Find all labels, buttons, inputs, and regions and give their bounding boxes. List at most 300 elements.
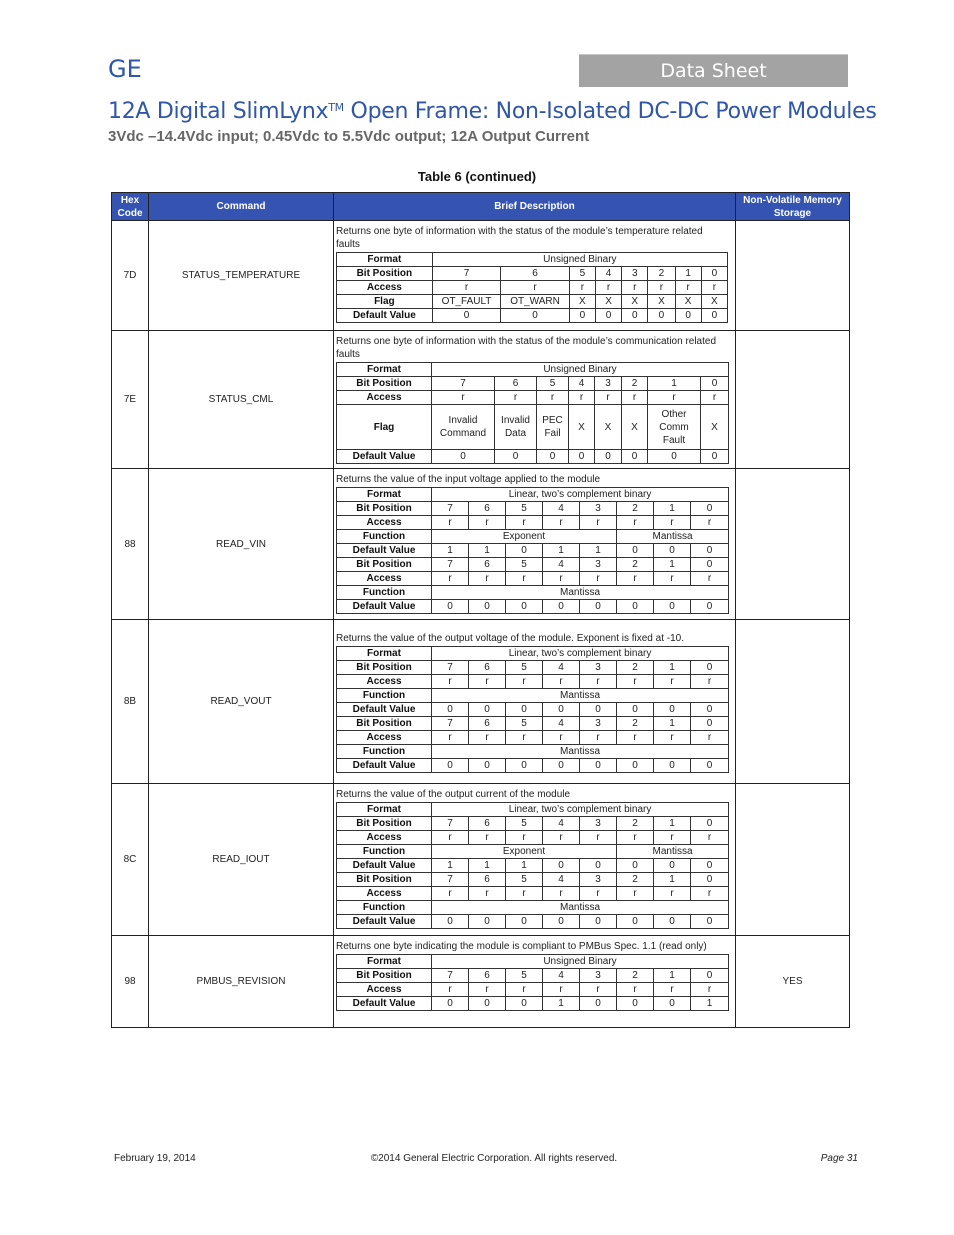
access-cell: r — [506, 516, 543, 530]
hex-code: 7E — [112, 331, 149, 469]
default-cell: 1 — [432, 544, 469, 558]
flag-cell: X — [569, 295, 595, 309]
bit-cell: 7 — [432, 873, 469, 887]
brief-description — [334, 469, 736, 620]
access-cell: r — [617, 983, 654, 997]
default-cell: 0 — [654, 997, 691, 1011]
access-cell: r — [469, 831, 506, 845]
format-value: Linear, two’s complement binary — [432, 488, 729, 502]
brief-description — [334, 331, 736, 469]
hex-code: 8B — [112, 620, 149, 784]
command-name: STATUS_TEMPERATURE — [149, 221, 334, 331]
access-label: Access — [337, 731, 432, 745]
format-value: Unsigned Binary — [432, 363, 729, 377]
access-cell: r — [432, 675, 469, 689]
footer-copyright: ©2014 General Electric Corporation. All rights reserved. — [370, 1153, 618, 1164]
default-cell: 1 — [469, 859, 506, 873]
function-mantissa: Mantissa — [432, 689, 729, 703]
access-cell: r — [580, 983, 617, 997]
access-cell: r — [501, 281, 570, 295]
bit-cell: 0 — [691, 969, 729, 983]
bit-cell: 5 — [506, 661, 543, 675]
default-cell: 0 — [648, 450, 701, 464]
bit-cell: 1 — [654, 873, 691, 887]
bit-cell: 2 — [617, 661, 654, 675]
bit-cell: 7 — [432, 969, 469, 983]
bit-position-label: Bit Position — [337, 817, 432, 831]
access-cell: r — [691, 572, 729, 586]
bit-cell: 5 — [506, 817, 543, 831]
default-cell: 0 — [691, 915, 729, 929]
default-cell: 0 — [654, 859, 691, 873]
col-brief-description: Brief Description — [334, 193, 736, 221]
flag-cell: X — [701, 405, 729, 450]
default-cell: 0 — [543, 859, 580, 873]
access-cell: r — [469, 983, 506, 997]
access-cell: r — [506, 731, 543, 745]
non-volatile-value — [736, 784, 850, 936]
register-table — [336, 954, 729, 1011]
default-cell: 0 — [691, 544, 729, 558]
register-table — [336, 487, 729, 614]
non-volatile-value — [736, 331, 850, 469]
default-cell: 0 — [617, 703, 654, 717]
register-table — [336, 646, 729, 773]
flag-cell: Invalid Data — [495, 405, 537, 450]
table-row — [112, 469, 850, 620]
footer-page-number: Page 31 — [820, 1153, 858, 1164]
default-cell: 0 — [617, 600, 654, 614]
bit-cell: 2 — [617, 873, 654, 887]
bit-cell: 5 — [537, 377, 569, 391]
access-cell: r — [617, 831, 654, 845]
bit-cell: 7 — [432, 661, 469, 675]
default-cell: 0 — [569, 309, 595, 323]
access-cell: r — [654, 831, 691, 845]
bit-cell: 4 — [543, 661, 580, 675]
default-cell: 1 — [691, 997, 729, 1011]
bit-cell: 2 — [617, 502, 654, 516]
default-cell: 0 — [691, 859, 729, 873]
access-cell: r — [595, 391, 622, 405]
default-cell: 0 — [469, 703, 506, 717]
default-cell: 0 — [569, 450, 595, 464]
bit-cell: 6 — [469, 502, 506, 516]
register-table — [336, 362, 729, 464]
format-value: Linear, two’s complement binary — [432, 647, 729, 661]
table-row — [112, 936, 850, 1028]
format-value: Unsigned Binary — [432, 955, 729, 969]
command-name: PMBUS_REVISION — [149, 936, 334, 1028]
flag-cell: Other Comm Fault — [648, 405, 701, 450]
access-cell: r — [543, 983, 580, 997]
default-cell: 0 — [595, 309, 621, 323]
access-cell: r — [432, 572, 469, 586]
format-label: Format — [337, 803, 432, 817]
flag-label: Flag — [337, 405, 432, 450]
flag-cell: X — [569, 405, 595, 450]
bit-cell: 4 — [595, 267, 621, 281]
register-table — [336, 252, 728, 323]
access-label: Access — [337, 675, 432, 689]
access-cell: r — [580, 731, 617, 745]
flag-cell: X — [595, 405, 622, 450]
default-cell: 0 — [701, 309, 727, 323]
bit-cell: 3 — [595, 377, 622, 391]
access-cell: r — [691, 831, 729, 845]
access-cell: r — [691, 983, 729, 997]
access-cell: r — [654, 731, 691, 745]
flag-cell: X — [648, 295, 675, 309]
bit-cell: 2 — [648, 267, 675, 281]
bit-cell: 2 — [617, 817, 654, 831]
datasheet-label: Data Sheet — [660, 60, 767, 82]
table-row — [112, 620, 850, 784]
flag-cell: X — [675, 295, 701, 309]
description-text: Returns the value of the output voltage of the module. Exponent is fixed at -10. — [336, 633, 684, 644]
bit-cell: 1 — [654, 717, 691, 731]
default-cell: 1 — [543, 997, 580, 1011]
access-label: Access — [337, 831, 432, 845]
function-label: Function — [337, 586, 432, 600]
default-cell: 1 — [469, 544, 506, 558]
bit-cell: 5 — [506, 502, 543, 516]
bit-cell: 7 — [432, 817, 469, 831]
col-non-volatile: Non-Volatile Memory Storage — [736, 193, 850, 221]
default-cell: 0 — [495, 450, 537, 464]
function-mantissa: Mantissa — [432, 586, 729, 600]
bit-cell: 6 — [469, 873, 506, 887]
bit-cell: 2 — [617, 969, 654, 983]
flag-label: Flag — [337, 295, 433, 309]
access-cell: r — [648, 281, 675, 295]
access-cell: r — [701, 281, 727, 295]
non-volatile-value — [736, 620, 850, 784]
description-text: Returns one byte indicating the module is compliant to PMBus Spec. 1.1 (read only) — [336, 941, 707, 952]
access-cell: r — [691, 887, 729, 901]
default-cell: 0 — [580, 759, 617, 773]
bit-cell: 0 — [691, 873, 729, 887]
access-cell: r — [506, 887, 543, 901]
function-label: Function — [337, 845, 432, 859]
access-cell: r — [543, 887, 580, 901]
bit-cell: 1 — [654, 969, 691, 983]
bit-cell: 4 — [543, 717, 580, 731]
access-label: Access — [337, 391, 432, 405]
default-cell: 0 — [691, 600, 729, 614]
bit-cell: 1 — [654, 661, 691, 675]
bit-position-label: Bit Position — [337, 377, 432, 391]
default-cell: 0 — [432, 703, 469, 717]
access-label: Access — [337, 281, 433, 295]
flag-cell: Invalid Command — [432, 405, 495, 450]
default-cell: 0 — [617, 997, 654, 1011]
bit-cell: 3 — [580, 817, 617, 831]
bit-position-label: Bit Position — [337, 873, 432, 887]
access-cell: r — [432, 281, 501, 295]
bit-cell: 7 — [432, 502, 469, 516]
default-cell: 0 — [654, 544, 691, 558]
bit-cell: 6 — [469, 717, 506, 731]
access-cell: r — [432, 731, 469, 745]
bit-cell: 1 — [654, 558, 691, 572]
access-cell: r — [580, 572, 617, 586]
default-cell: 0 — [469, 600, 506, 614]
bit-cell: 1 — [675, 267, 701, 281]
bit-cell: 0 — [691, 717, 729, 731]
access-cell: r — [506, 983, 543, 997]
default-cell: 0 — [654, 703, 691, 717]
default-cell: 0 — [469, 759, 506, 773]
bit-cell: 4 — [543, 969, 580, 983]
default-cell: 0 — [701, 450, 729, 464]
bit-cell: 7 — [432, 558, 469, 572]
default-value-label: Default Value — [337, 859, 432, 873]
title-trademark: TM — [328, 101, 344, 114]
access-cell: r — [506, 831, 543, 845]
page-subtitle: 3Vdc –14.4Vdc input; 0.45Vdc to 5.5Vdc output; 12A Output Current — [108, 128, 590, 145]
default-cell: 0 — [580, 703, 617, 717]
table-row — [112, 784, 850, 936]
function-label: Function — [337, 745, 432, 759]
description-text: Returns one byte of information with the status of the module’s communication related faults — [336, 336, 717, 360]
default-cell: 0 — [506, 997, 543, 1011]
default-cell: 1 — [580, 544, 617, 558]
default-cell: 0 — [537, 450, 569, 464]
bit-cell: 6 — [469, 969, 506, 983]
ge-logo: GE — [108, 55, 142, 83]
access-cell: r — [543, 572, 580, 586]
function-label: Function — [337, 901, 432, 915]
bit-cell: 6 — [469, 558, 506, 572]
access-cell: r — [580, 831, 617, 845]
bit-cell: 4 — [543, 817, 580, 831]
command-name: READ_IOUT — [149, 784, 334, 936]
access-cell: r — [654, 887, 691, 901]
bit-position-label: Bit Position — [337, 717, 432, 731]
default-cell: 0 — [622, 309, 648, 323]
bit-cell: 3 — [580, 969, 617, 983]
flag-cell: X — [622, 405, 648, 450]
bit-cell: 5 — [506, 969, 543, 983]
bit-cell: 3 — [622, 267, 648, 281]
default-cell: 0 — [432, 309, 501, 323]
function-label: Function — [337, 530, 432, 544]
access-cell: r — [654, 983, 691, 997]
bit-cell: 2 — [622, 377, 648, 391]
default-cell: 0 — [595, 450, 622, 464]
bit-cell: 4 — [569, 377, 595, 391]
default-cell: 0 — [654, 915, 691, 929]
function-mantissa: Mantissa — [617, 530, 729, 544]
default-cell: 0 — [432, 997, 469, 1011]
brief-description — [334, 620, 736, 784]
table-row — [112, 331, 850, 469]
bit-cell: 7 — [432, 717, 469, 731]
default-cell: 0 — [506, 544, 543, 558]
brief-description — [334, 784, 736, 936]
format-value: Unsigned Binary — [432, 253, 727, 267]
flag-cell: OT_WARN — [501, 295, 570, 309]
brief-description — [334, 221, 736, 331]
access-label: Access — [337, 516, 432, 530]
col-hex-code: Hex Code — [112, 193, 149, 221]
access-cell: r — [580, 675, 617, 689]
access-cell: r — [469, 516, 506, 530]
access-cell: r — [543, 831, 580, 845]
access-cell: r — [432, 831, 469, 845]
bit-cell: 4 — [543, 558, 580, 572]
access-cell: r — [580, 887, 617, 901]
page-title — [108, 99, 876, 124]
default-value-label: Default Value — [337, 309, 433, 323]
default-cell: 0 — [501, 309, 570, 323]
format-label: Format — [337, 955, 432, 969]
bit-position-label: Bit Position — [337, 502, 432, 516]
access-cell: r — [691, 675, 729, 689]
default-cell: 0 — [432, 600, 469, 614]
access-cell: r — [595, 281, 621, 295]
col-command: Command — [149, 193, 334, 221]
access-cell: r — [569, 391, 595, 405]
access-cell: r — [617, 887, 654, 901]
default-cell: 1 — [506, 859, 543, 873]
flag-cell: OT_FAULT — [432, 295, 501, 309]
bit-cell: 0 — [691, 558, 729, 572]
bit-position-label: Bit Position — [337, 661, 432, 675]
datasheet-banner — [579, 54, 848, 87]
function-exponent: Exponent — [432, 530, 617, 544]
default-cell: 0 — [617, 915, 654, 929]
default-cell: 0 — [617, 544, 654, 558]
format-label: Format — [337, 488, 432, 502]
flag-cell: X — [622, 295, 648, 309]
default-cell: 0 — [654, 759, 691, 773]
access-label: Access — [337, 572, 432, 586]
command-table — [111, 192, 850, 1028]
command-name: READ_VIN — [149, 469, 334, 620]
bit-cell: 3 — [580, 502, 617, 516]
bit-cell: 2 — [617, 558, 654, 572]
bit-cell: 5 — [569, 267, 595, 281]
default-value-label: Default Value — [337, 450, 432, 464]
format-label: Format — [337, 253, 433, 267]
access-cell: r — [469, 731, 506, 745]
default-cell: 1 — [432, 859, 469, 873]
access-cell: r — [675, 281, 701, 295]
access-cell: r — [622, 391, 648, 405]
table-header-row — [112, 193, 850, 221]
access-cell: r — [432, 887, 469, 901]
default-cell: 0 — [691, 759, 729, 773]
format-label: Format — [337, 647, 432, 661]
access-cell: r — [543, 731, 580, 745]
bit-cell: 0 — [701, 377, 729, 391]
bit-cell: 4 — [543, 502, 580, 516]
flag-cell: PEC Fail — [537, 405, 569, 450]
access-cell: r — [537, 391, 569, 405]
function-mantissa: Mantissa — [432, 745, 729, 759]
default-cell: 0 — [543, 600, 580, 614]
access-cell: r — [617, 516, 654, 530]
table-caption: Table 6 (continued) — [417, 169, 537, 184]
access-cell: r — [469, 675, 506, 689]
function-label: Function — [337, 689, 432, 703]
bit-cell: 3 — [580, 558, 617, 572]
bit-cell: 0 — [691, 502, 729, 516]
default-cell: 0 — [691, 703, 729, 717]
non-volatile-value — [736, 469, 850, 620]
default-cell: 0 — [469, 997, 506, 1011]
footer-date: February 19, 2014 — [114, 1153, 196, 1164]
access-cell: r — [580, 516, 617, 530]
default-cell: 0 — [580, 997, 617, 1011]
hex-code: 7D — [112, 221, 149, 331]
access-cell: r — [617, 675, 654, 689]
non-volatile-value — [736, 221, 850, 331]
brief-description — [334, 936, 736, 1028]
default-cell: 0 — [622, 450, 648, 464]
default-cell: 0 — [506, 703, 543, 717]
access-cell: r — [622, 281, 648, 295]
hex-code: 98 — [112, 936, 149, 1028]
bit-cell: 3 — [580, 717, 617, 731]
bit-position-label: Bit Position — [337, 267, 433, 281]
default-cell: 0 — [543, 703, 580, 717]
default-cell: 0 — [654, 600, 691, 614]
bit-cell: 1 — [654, 502, 691, 516]
default-cell: 0 — [432, 450, 495, 464]
command-name: READ_VOUT — [149, 620, 334, 784]
bit-cell: 1 — [654, 817, 691, 831]
bit-cell: 1 — [648, 377, 701, 391]
bit-position-label: Bit Position — [337, 558, 432, 572]
description-text: Returns the value of the output current of the module — [336, 789, 571, 800]
bit-cell: 6 — [495, 377, 537, 391]
default-cell: 0 — [617, 759, 654, 773]
default-cell: 0 — [469, 915, 506, 929]
access-cell: r — [617, 572, 654, 586]
default-cell: 0 — [432, 915, 469, 929]
function-exponent: Exponent — [432, 845, 617, 859]
format-value: Linear, two’s complement binary — [432, 803, 729, 817]
access-label: Access — [337, 887, 432, 901]
access-cell: r — [543, 675, 580, 689]
default-cell: 0 — [506, 759, 543, 773]
access-cell: r — [617, 731, 654, 745]
format-label: Format — [337, 363, 432, 377]
table-row — [112, 221, 850, 331]
access-cell: r — [654, 572, 691, 586]
default-cell: 0 — [675, 309, 701, 323]
bit-cell: 4 — [543, 873, 580, 887]
access-cell: r — [495, 391, 537, 405]
access-cell: r — [648, 391, 701, 405]
bit-cell: 6 — [501, 267, 570, 281]
access-cell: r — [569, 281, 595, 295]
access-cell: r — [654, 675, 691, 689]
access-cell: r — [469, 887, 506, 901]
default-cell: 0 — [506, 600, 543, 614]
access-cell: r — [701, 391, 729, 405]
default-cell: 0 — [580, 600, 617, 614]
access-cell: r — [432, 983, 469, 997]
access-cell: r — [654, 516, 691, 530]
title-main: 12A Digital SlimLynx — [108, 99, 329, 124]
access-cell: r — [506, 675, 543, 689]
access-cell: r — [543, 516, 580, 530]
register-table — [336, 802, 729, 929]
